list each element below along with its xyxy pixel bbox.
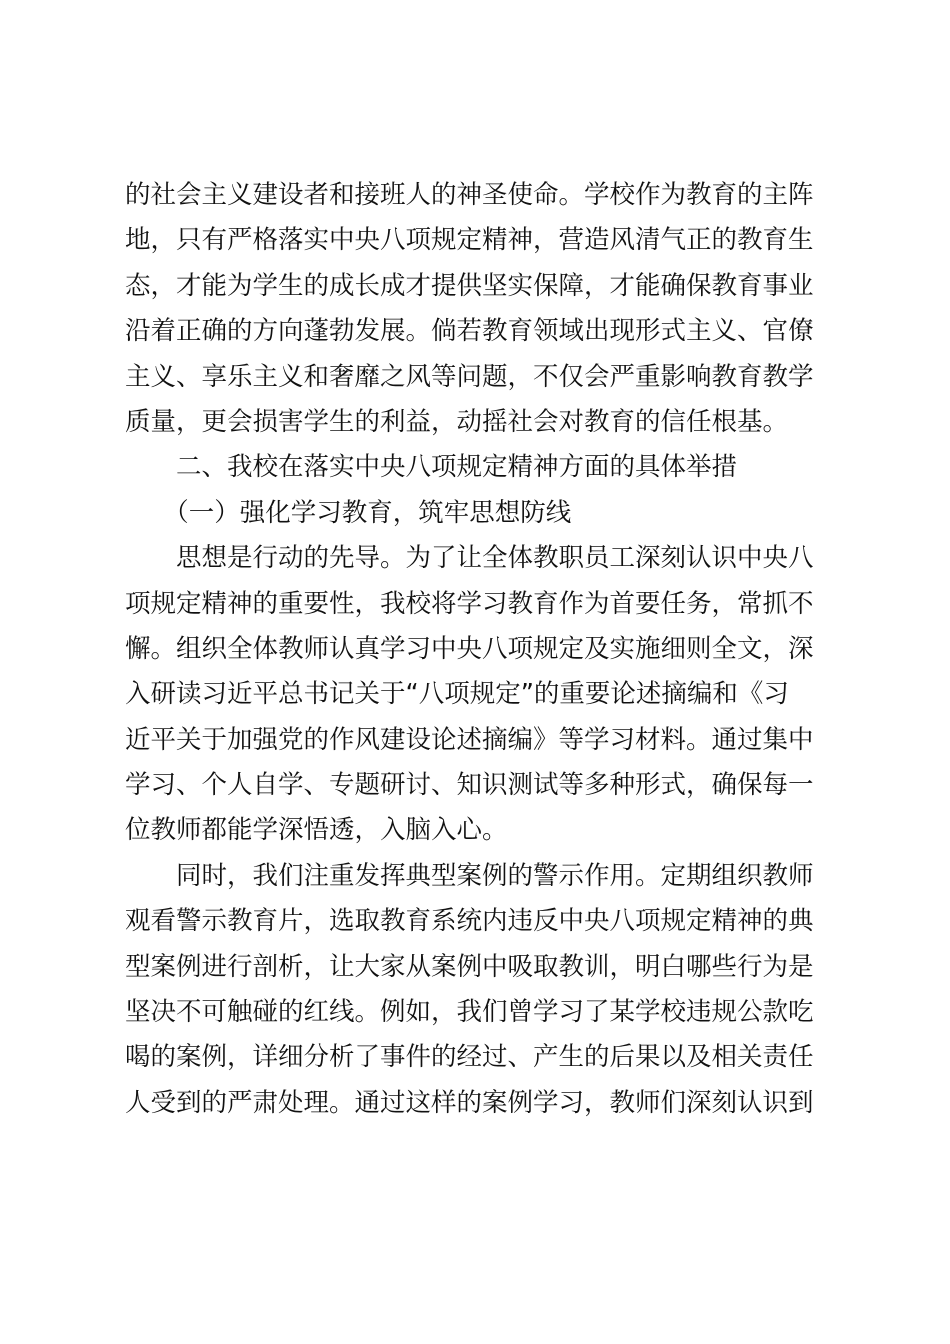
text-line: 主义、享乐主义和奢靡之风等问题，不仅会严重影响教育教学 [125, 361, 814, 392]
text-line: 质量，更会损害学生的利益，动摇社会对教育的信任根基。 [125, 406, 789, 437]
text-line: 项规定精神的重要性，我校将学习教育作为首要任务，常抓不 [125, 588, 814, 619]
section-heading: 二、我校在落实中央八项规定精神方面的具体举措 [125, 452, 738, 483]
subsection-heading: （一）强化学习教育，筑牢思想防线 [125, 497, 572, 528]
text-line: 型案例进行剖析，让大家从案例中吸取教训，明白哪些行为是 [125, 951, 814, 982]
text-line: 同时，我们注重发挥典型案例的警示作用。定期组织教师 [125, 860, 814, 891]
text-line: 入研读习近平总书记关于“八项规定”的重要论述摘编和《习 [125, 679, 789, 710]
text-line: 学习、个人自学、专题研讨、知识测试等多种形式，确保每一 [125, 770, 814, 801]
document-body [125, 173, 845, 1126]
text-line: 人受到的严肃处理。通过这样的案例学习，教师们深刻认识到 [125, 1087, 814, 1118]
text-line: 的社会主义建设者和接班人的神圣使命。学校作为教育的主阵 [125, 180, 814, 210]
text-line: 观看警示教育片，选取教育系统内违反中央八项规定精神的典 [125, 906, 814, 937]
text-line: 近平关于加强党的作风建设论述摘编》等学习材料。通过集中 [125, 724, 814, 755]
text-line: 地，只有严格落实中央八项规定精神，营造风清气正的教育生 [125, 225, 814, 256]
text-line: 沿着正确的方向蓬勃发展。倘若教育领域出现形式主义、官僚 [125, 316, 814, 347]
text-line: 喝的案例，详细分析了事件的经过、产生的后果以及相关责任 [125, 1042, 814, 1073]
text-line: 懈。组织全体教师认真学习中央八项规定及实施细则全文，深 [125, 633, 814, 664]
text-line: 态，才能为学生的成长成才提供坚实保障，才能确保教育事业 [125, 270, 814, 301]
text-line: 坚决不可触碰的红线。例如，我们曾学习了某学校违规公款吃 [125, 997, 814, 1028]
text-line: 思想是行动的先导。为了让全体教职员工深刻认识中央八 [125, 543, 814, 574]
text-line: 位教师都能学深悟透，入脑入心。 [125, 815, 508, 846]
